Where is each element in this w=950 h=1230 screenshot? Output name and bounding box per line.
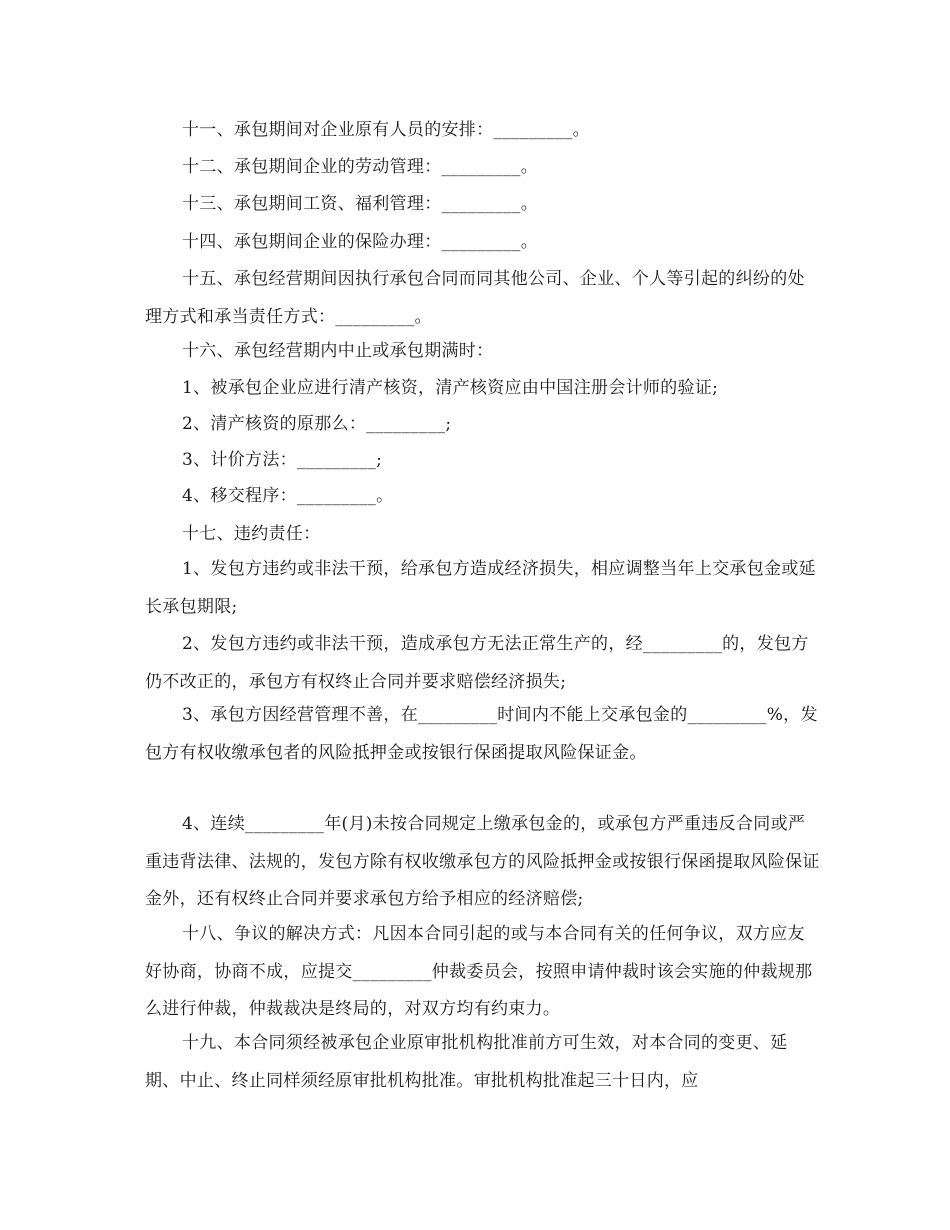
clause-16-item-2: 2、清产核资的原那么：_________; [182,414,452,434]
clause-18-arbitration: 十八、争议的解决方式：凡因本合同引起的或与本合同有关的任何争议，双方应友好协商，协商不成，应提交_________仲裁委员会，按照申请仲裁时该会实施的仲裁规那么进行仲裁，仲裁裁决是终局的，对双方均有约束力。 [145,924,813,1019]
clause-16-item-1: 1、被承包企业应进行清产核资，清产核资应由中国注册会计师的验证; [182,378,719,398]
clause-17-item-2: 2、发包方违约或非法干预，造成承包方无法正常生产的，经_________的，发包方仍不改正的，承包方有权终止合同并要求赔偿经济损失; [145,634,809,692]
clause-17-item-3: 3、承包方因经营管理不善，在_________时间内不能上交承包金的_________%，发包方有权收缴承包者的风险抵押金或按银行保函提取风险保证金。 [145,705,818,763]
clause-15-disputes: 十五、承包经营期间因执行承包合同而同其他公司、企业、个人等引起的纠纷的处理方式和承当责任方式：_________。 [145,269,805,327]
clause-16-item-3: 3、计价方法：_________; [182,450,383,470]
clause-17-item-1: 1、发包方违约或非法干预，给承包方造成经济损失，相应调整当年上交承包金或延长承包期限; [145,559,816,617]
clause-16-item-4: 4、移交程序：_________。 [182,486,394,506]
clause-12-labor: 十二、承包期间企业的劳动管理：_________。 [182,157,538,177]
clause-17-liability: 十七、违约责任： [182,524,321,544]
clause-19-approval: 十九、本合同须经被承包企业原审批机构批准前方可生效，对本合同的变更、延期、中止、终止同样须经原审批机构批准。审批机构批准起三十日内，应 [145,1033,788,1091]
clause-13-wages: 十三、承包期间工资、福利管理：_________。 [182,194,538,214]
clause-11-personnel: 十一、承包期间对企业原有人员的安排：_________。 [182,120,590,140]
clause-16-termination: 十六、承包经营期内中止或承包期满时： [182,341,494,361]
clause-17-item-4: 4、连续_________年(月)未按合同规定上缴承包金的，或承包方严重违反合同或严重违背法律、法规的，发包方除有权收缴承包方的风险抵押金或按银行保函提取风险保证金外，还有权终止合同并要求承包方给予相应的经济赔偿; [145,814,820,909]
clause-14-insurance: 十四、承包期间企业的保险办理：_________。 [182,232,538,252]
